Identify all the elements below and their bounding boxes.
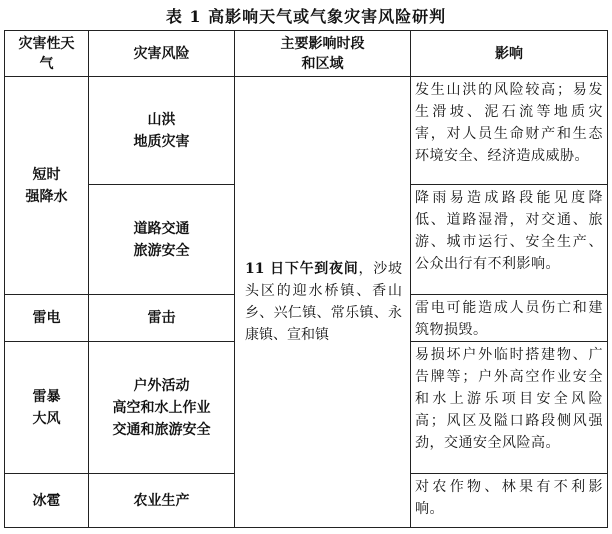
header-period-area — [235, 31, 411, 77]
impact-cell-lightning: 雷电可能造成人员伤亡和建筑物损毁。 — [411, 295, 608, 342]
table-row — [5, 77, 608, 185]
header-period-l2: 和区域 — [301, 55, 344, 72]
impact-cell-hail: 对农作物、林果有不利影响。 — [411, 474, 608, 528]
weather-cell-rainstorm: 短时 强降水 — [5, 77, 89, 295]
risk-table — [4, 30, 608, 528]
header-impact: 影响 — [411, 31, 608, 77]
period-area-cell — [235, 77, 411, 528]
header-weather — [5, 31, 89, 77]
period-sep: ， — [358, 261, 374, 277]
risk-cell-flood: 山洪 地质灾害 — [89, 77, 235, 185]
impact-cell-traffic: 降雨易造成路段能见度降低、道路湿滑，对交通、旅游、城市运行、安全生产、公众出行有不利影响。 — [411, 185, 608, 295]
table-title: 表 1 高影响天气或气象灾害风险研判 — [165, 7, 447, 26]
weather-cell-wind: 雷暴 大风 — [5, 342, 89, 474]
header-weather-l2: 气 — [39, 55, 54, 72]
impact-cell-flood: 发生山洪的风险较高；易发生滑坡、泥石流等地质灾害，对人员生命财产和生态环境安全、经济造成威胁。 — [411, 77, 608, 185]
weather-cell-hail: 冰雹 — [5, 474, 89, 528]
header-risk: 灾害风险 — [89, 31, 235, 77]
header-row — [5, 31, 608, 77]
risk-cell-lightning: 雷击 — [89, 295, 235, 342]
header-weather-l1: 灾害性天 — [18, 35, 75, 52]
header-period-l1: 主要影响时段 — [280, 35, 365, 52]
risk-cell-outdoor: 户外活动 高空和水上作业 交通和旅游安全 — [89, 342, 235, 474]
period-time: 11 日下午到夜间 — [245, 261, 359, 277]
weather-cell-thunder: 雷电 — [5, 295, 89, 342]
risk-cell-traffic: 道路交通 旅游安全 — [89, 185, 235, 295]
period-area-text: 沙坡头区的迎水桥镇、香山乡、兴仁镇、常乐镇、永康镇、宣和镇 — [245, 261, 403, 343]
impact-cell-wind: 易损坏户外临时搭建物、广告牌等；户外高空作业安全和水上游乐项目安全风险高；风区及隘口路段侧风强劲，交通安全风险高。 — [411, 342, 608, 474]
risk-cell-agriculture: 农业生产 — [89, 474, 235, 528]
